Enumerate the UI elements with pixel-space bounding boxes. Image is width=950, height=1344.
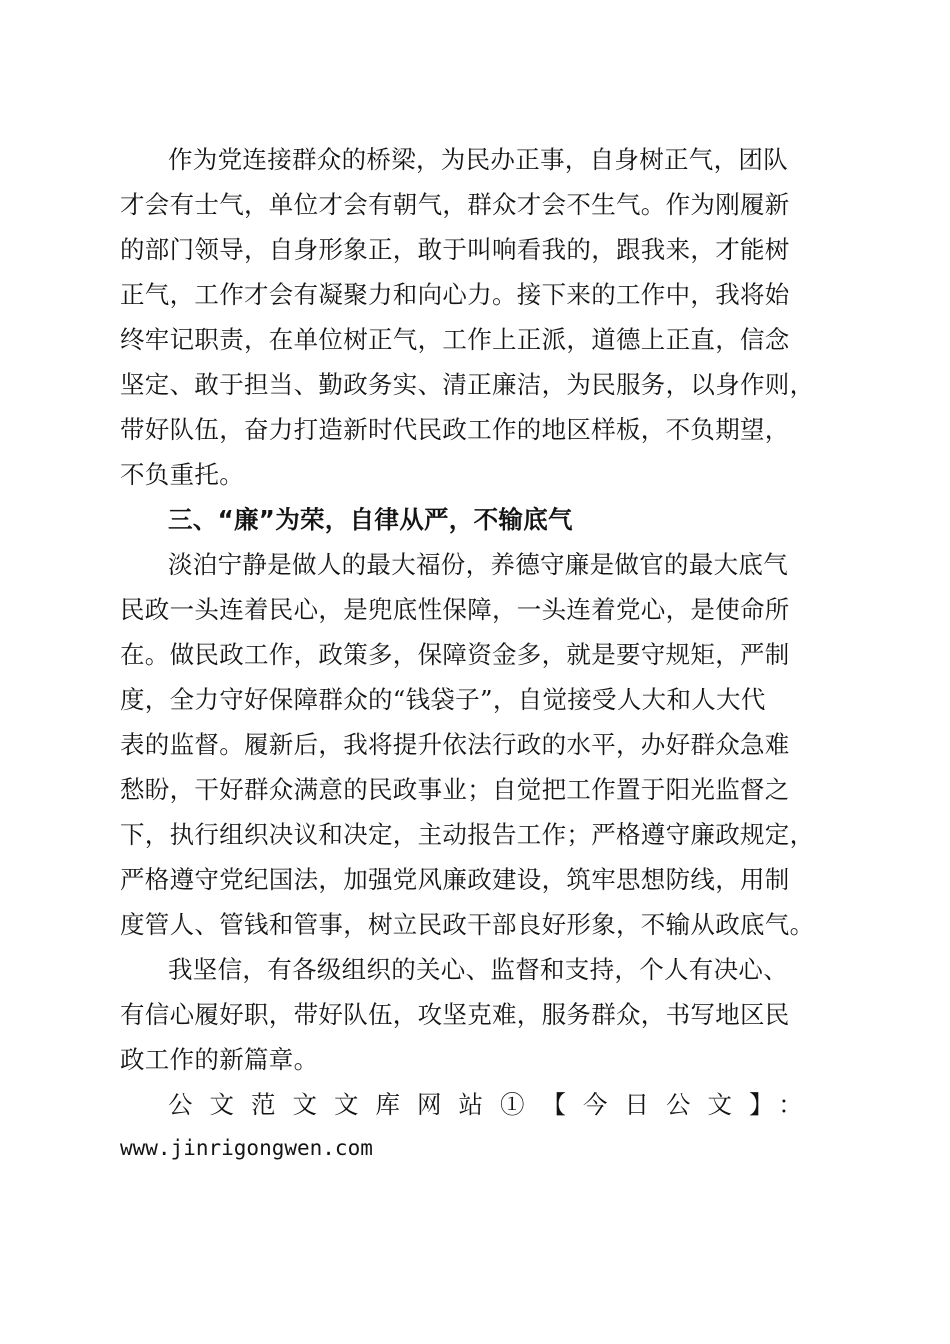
paragraph-line: 作为党连接群众的桥梁，为民办正事，自身树正气，团队 [168,145,788,174]
footer-url[interactable]: www.jinrigongwen.com [120,1136,373,1160]
paragraph-line: 不负重托。 [120,460,244,489]
paragraph-line: 严格遵守党纪国法，加强党风廉政建设，筑牢思想防线，用制 [120,865,790,894]
paragraph-line: 的部门领导，自身形象正，敢于叫响看我的，跟我来，才能树 [120,235,790,264]
paragraph-line: 表的监督。履新后，我将提升依法行政的水平，办好群众急难 [120,730,790,759]
paragraph-line: 度，全力守好保障群众的“钱袋子”，自觉接受人大和人大代 [120,685,766,714]
paragraph-line: 政工作的新篇章。 [120,1045,319,1074]
paragraph-line: 度管人、管钱和管事，树立民政干部良好形象，不输从政底气。 [120,910,815,939]
paragraph-line: 终牢记职责，在单位树正气，工作上正派，道德上正直，信念 [120,325,790,354]
paragraph-line: 淡泊宁静是做人的最大福份，养德守廉是做官的最大底气 [168,550,788,579]
paragraph-line: 在。做民政工作，政策多，保障资金多，就是要守规矩，严制 [120,640,790,669]
paragraph-line: 有信心履好职，带好队伍，攻坚克难，服务群众，书写地区民 [120,1000,790,1029]
paragraph-line: 带好队伍，奋力打造新时代民政工作的地区样板，不负期望， [120,415,790,444]
paragraph-line: 下，执行组织决议和决定，主动报告工作；严格遵守廉政规定， [120,820,815,849]
paragraph-line: 我坚信，有各级组织的关心、监督和支持，个人有决心、 [168,955,788,984]
paragraph-line: 正气，工作才会有凝聚力和向心力。接下来的工作中，我将始 [120,280,790,309]
footer-label: 公文范文文库网站①【今日公文】： [168,1090,820,1119]
paragraph-line: 才会有士气，单位才会有朝气，群众才会不生气。作为刚履新 [120,190,790,219]
section-heading: 三、“廉”为荣，自律从严，不输底气 [168,505,573,534]
paragraph-line: 愁盼，干好群众满意的民政事业；自觉把工作置于阳光监督之 [120,775,790,804]
paragraph-line: 民政一头连着民心，是兜底性保障，一头连着党心，是使命所 [120,595,790,624]
paragraph-line: 坚定、敢于担当、勤政务实、清正廉洁，为民服务，以身作则， [120,370,815,399]
